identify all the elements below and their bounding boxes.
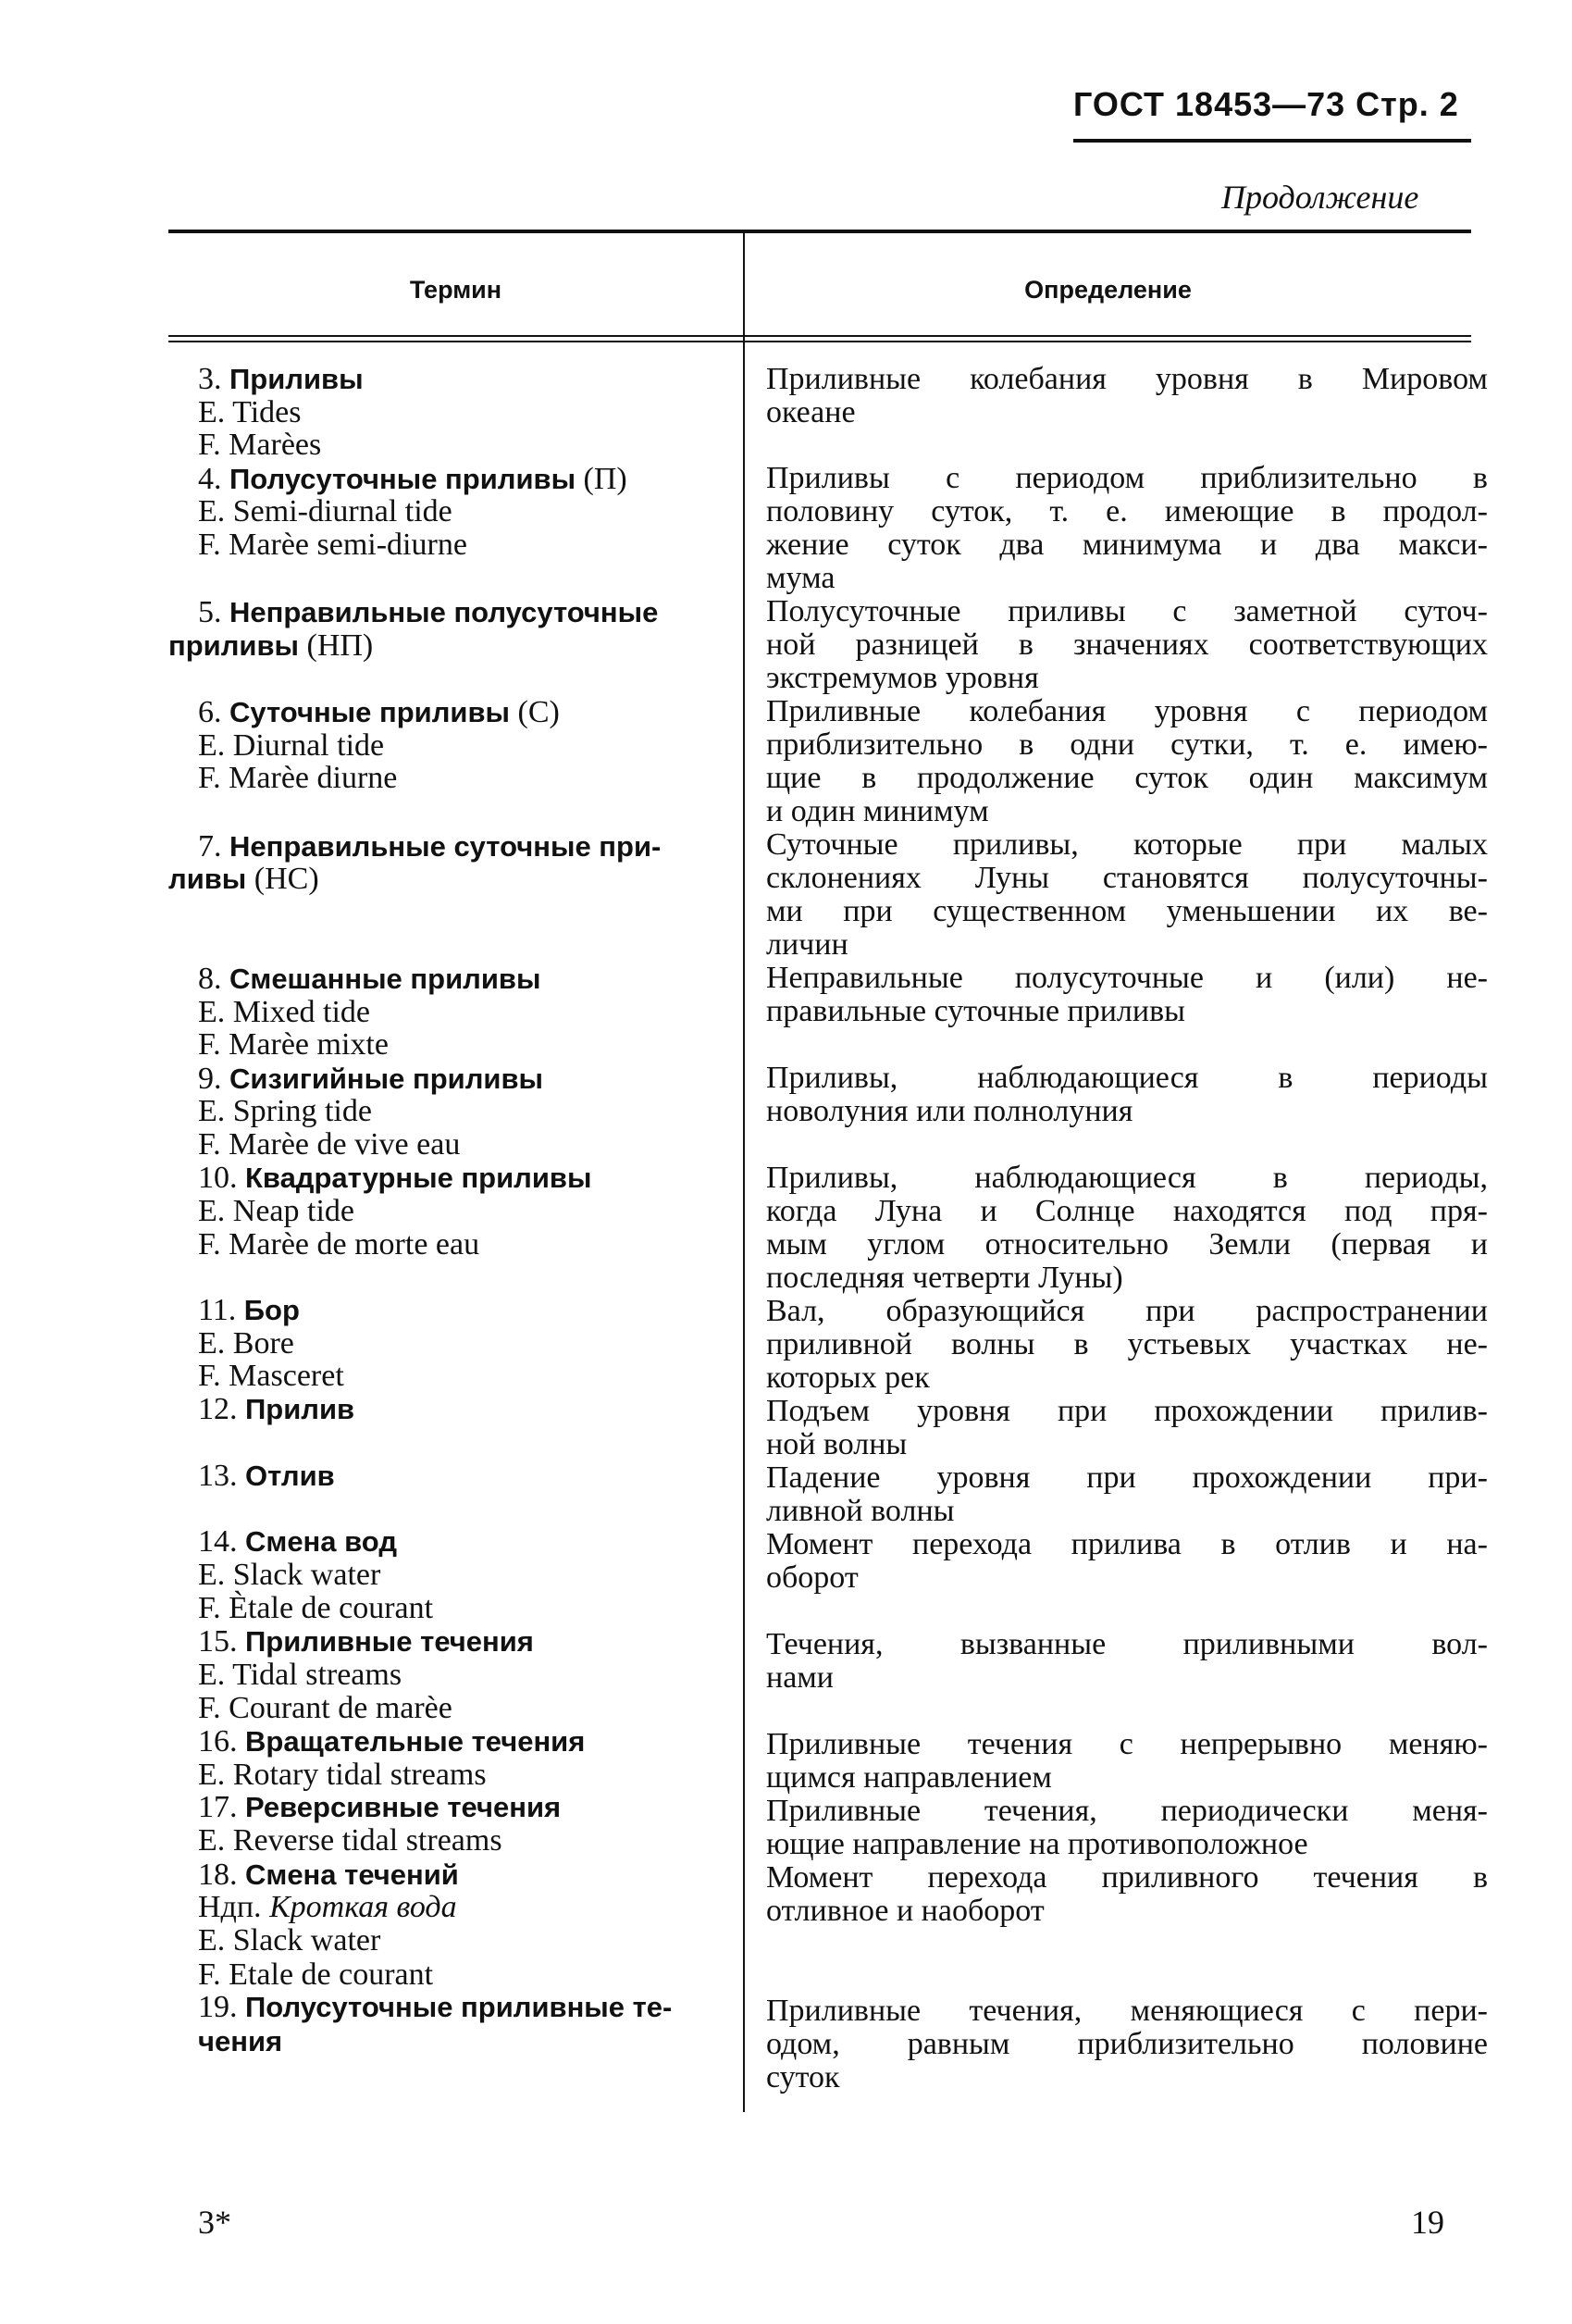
term-line	[198, 1162, 591, 1195]
definition-line: Приливы, наблюдающиеся в периоды,	[766, 1161, 1488, 1195]
term-line: F. Etale de courant	[198, 1957, 434, 1992]
header-bottom-rule	[168, 335, 1471, 337]
term-line: E. Tides	[198, 395, 302, 429]
definition-line: которых рек	[766, 1361, 930, 1395]
term-line	[198, 363, 364, 396]
definition-line: приливной волны в устьевых участках не-	[766, 1327, 1488, 1361]
term-name: Квадратурные приливы	[245, 1162, 592, 1194]
term-line	[198, 596, 658, 629]
term-line	[198, 1525, 397, 1559]
definition-line: Вал, образующийся при распространении	[766, 1294, 1488, 1328]
term-name: Прилив	[245, 1393, 355, 1425]
term-name: Неправильные полусуточные	[229, 596, 659, 628]
term-number: 5.	[198, 595, 229, 629]
term-name: Бор	[243, 1294, 300, 1326]
term-name: Смена течений	[245, 1858, 459, 1891]
term-number: 17.	[198, 1790, 245, 1824]
term-line: F. Marèe mixte	[198, 1027, 389, 1062]
term-line: E. Bore	[198, 1326, 294, 1361]
definition-line: ной разницей в значениях соответствующих	[766, 628, 1488, 662]
term-number: 4.	[198, 462, 229, 496]
term-name: Полусуточные приливы	[229, 463, 576, 495]
definition-line: последняя четверти Луны)	[766, 1261, 1123, 1295]
definition-line: Подъем уровня при прохождении прилив-	[766, 1394, 1488, 1428]
term-line: F. Marèe semi-diurne	[198, 528, 467, 562]
definition-line: оборот	[766, 1560, 859, 1595]
term-line	[198, 1725, 585, 1759]
term-name: Вращательные течения	[245, 1725, 586, 1758]
term-number: 15.	[198, 1624, 245, 1659]
term-line	[198, 1791, 561, 1824]
term-line	[198, 1063, 543, 1096]
term-line: F. Courant de marèe	[198, 1691, 452, 1725]
term-line: E. Reverse tidal streams	[198, 1823, 502, 1858]
term-number: 11.	[198, 1293, 244, 1327]
footer-left: 3*	[198, 2204, 231, 2241]
definition-line: ливной волны	[766, 1494, 955, 1528]
header-rule	[1073, 139, 1471, 143]
document-header: ГОСТ 18453—73 Стр. 2	[1073, 85, 1459, 123]
definition-line: когда Луна и Солнце находятся под пря-	[766, 1194, 1488, 1228]
term-name: Смена вод	[245, 1525, 397, 1558]
column-header-definition: Определение	[1024, 276, 1192, 304]
term-number: 13.	[198, 1459, 245, 1493]
term-name: Реверсивные течения	[245, 1791, 562, 1823]
term-line: F. Marèe de morte eau	[198, 1227, 480, 1261]
term-line	[198, 1393, 354, 1426]
definition-line: и один минимум	[766, 794, 989, 828]
definition-line: Падение уровня при прохождении при-	[766, 1460, 1488, 1495]
header-bottom-rule-2	[168, 341, 1471, 342]
definition-line: Приливные течения, периодически меня-	[766, 1794, 1488, 1828]
term-abbreviation: (С)	[510, 695, 560, 729]
term-line	[198, 1991, 672, 2024]
term-number: 8.	[198, 962, 229, 996]
term-line: E. Diurnal tide	[198, 728, 385, 763]
term-line	[198, 1294, 300, 1327]
term-name: приливы	[168, 629, 299, 662]
term-number: 19.	[198, 1990, 245, 2024]
term-line: F. Marèe de vive eau	[198, 1127, 461, 1162]
term-line: E. Spring tide	[198, 1094, 372, 1128]
definition-line: мума	[766, 561, 836, 595]
term-line	[198, 963, 540, 996]
term-abbreviation: (НП)	[299, 628, 374, 663]
term-line	[198, 1891, 457, 1924]
term-name: Смешанные приливы	[229, 963, 541, 995]
term-number: 16.	[198, 1724, 245, 1759]
definition-line: Приливные колебания уровня в Мировом	[766, 362, 1488, 396]
definition-line: жение суток два минимума и два макси-	[766, 528, 1488, 562]
definition-line: нами	[766, 1660, 834, 1695]
definition-line: Приливы, наблюдающиеся в периоды	[766, 1061, 1488, 1095]
term-number: 9.	[198, 1062, 229, 1096]
term-line	[198, 696, 560, 729]
definition-line: новолуния или полнолуния	[766, 1094, 1133, 1128]
term-name: Приливные течения	[245, 1625, 534, 1658]
definition-line: личин	[766, 927, 848, 962]
term-name: Полусуточные приливные те-	[245, 1991, 673, 2023]
definition-line: Момент перехода прилива в отлив и на-	[766, 1527, 1488, 1561]
continuation-label: Продолжение	[1221, 179, 1419, 216]
term-number: 10.	[198, 1161, 245, 1195]
term-name: чения	[198, 2025, 283, 2057]
term-line: F. Ètale de courant	[198, 1591, 434, 1625]
term-line: E. Rotary tidal streams	[198, 1758, 487, 1792]
term-line	[198, 1460, 335, 1493]
definition-line: Приливные колебания уровня с периодом	[766, 694, 1488, 728]
term-name: ливы	[168, 863, 247, 895]
term-number: 18.	[198, 1858, 245, 1892]
table-top-rule	[168, 230, 1471, 233]
term-line: F. Marèes	[198, 428, 322, 462]
definition-line: океане	[766, 395, 856, 429]
term-line: E. Semi-diurnal tide	[198, 494, 452, 528]
deprecated-label: Ндп.	[198, 1890, 270, 1924]
term-line: E. Slack water	[198, 1923, 381, 1957]
term-line	[198, 2025, 282, 2058]
definition-line: щие в продолжение суток один максимум	[766, 761, 1488, 795]
definition-line: Приливы с периодом приблизительно в	[766, 461, 1488, 495]
term-line: E. Neap tide	[198, 1194, 354, 1228]
column-divider	[743, 231, 745, 2112]
deprecated-term: Кроткая вода	[269, 1890, 457, 1924]
definition-line: Приливные течения, меняющиеся с пери-	[766, 1994, 1488, 2028]
term-line: E. Mixed tide	[198, 995, 371, 1029]
term-name: Неправильные суточные при-	[229, 830, 662, 863]
term-number: 12.	[198, 1392, 245, 1426]
term-number: 7.	[198, 829, 229, 864]
definition-line: Полусуточные приливы с заметной суточ-	[766, 594, 1488, 628]
definition-line: половину суток, т. е. имеющие в продол-	[766, 494, 1488, 528]
term-name: Приливы	[229, 363, 364, 395]
term-line	[168, 863, 319, 896]
term-number: 3.	[198, 362, 229, 396]
definition-line: ной волны	[766, 1427, 908, 1461]
definition-line: склонениях Луны становятся полусуточны-	[766, 861, 1488, 895]
definition-line: Неправильные полусуточные и (или) не-	[766, 961, 1488, 995]
term-line	[168, 629, 373, 663]
term-line	[198, 1625, 534, 1659]
footer-page-number: 19	[1411, 2204, 1444, 2241]
term-line: E. Tidal streams	[198, 1658, 402, 1692]
definition-line: Приливные течения с непрерывно меняю-	[766, 1727, 1488, 1761]
definition-line: приблизительно в одни сутки, т. е. имею-	[766, 727, 1488, 762]
term-abbreviation: (П)	[576, 462, 627, 496]
term-line	[198, 830, 661, 864]
column-header-term: Термин	[409, 276, 502, 304]
definition-line: Течения, вызванные приливными вол-	[766, 1627, 1488, 1661]
definition-line: Суточные приливы, которые при малых	[766, 827, 1488, 862]
definition-line: Момент перехода приливного течения в	[766, 1860, 1488, 1895]
definition-line: одом, равным приблизительно половине	[766, 2027, 1488, 2061]
definition-line: правильные суточные приливы	[766, 994, 1185, 1028]
definition-line: мым углом относительно Земли (первая и	[766, 1227, 1488, 1261]
definition-line: суток	[766, 2060, 840, 2094]
term-name: Сизигийные приливы	[229, 1063, 543, 1095]
definition-line: щимся направлением	[766, 1760, 1052, 1795]
term-name: Отлив	[245, 1460, 335, 1492]
definition-line: ющие направление на противоположное	[766, 1827, 1308, 1861]
term-abbreviation: (НС)	[246, 862, 319, 896]
definition-line: отливное и наоборот	[766, 1894, 1045, 1928]
term-name: Суточные приливы	[229, 696, 510, 728]
term-line: E. Slack water	[198, 1558, 381, 1592]
definition-line: ми при существенном уменьшении их ве-	[766, 894, 1488, 928]
term-line	[198, 1858, 459, 1892]
term-line	[198, 463, 627, 496]
term-line: F. Marèe diurne	[198, 761, 398, 795]
term-line: F. Masceret	[198, 1359, 344, 1393]
term-number: 6.	[198, 695, 229, 729]
term-number: 14.	[198, 1524, 245, 1559]
definition-line: экстремумов уровня	[766, 661, 1039, 695]
